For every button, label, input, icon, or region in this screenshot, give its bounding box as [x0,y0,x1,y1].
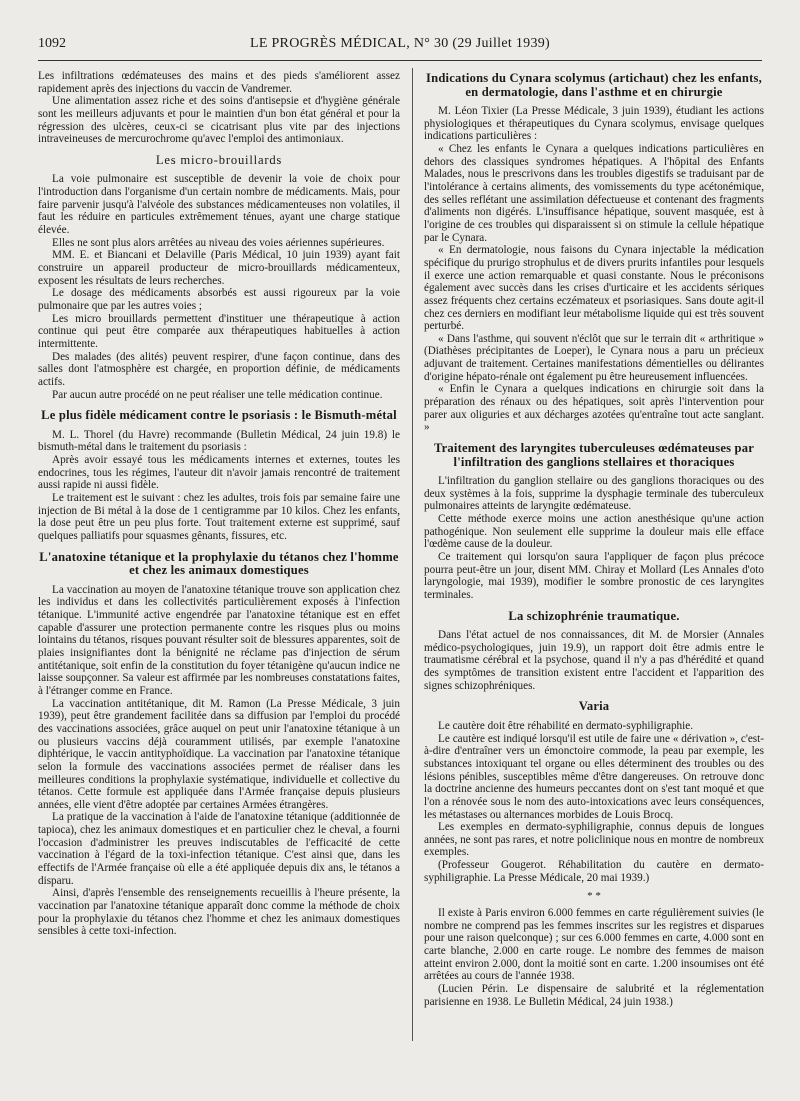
journal-title: LE PROGRÈS MÉDICAL, N° 30 (29 Juillet 1939) [249,36,551,51]
paragraph: Ce traitement qui lorsqu'on saura l'appliquer de façon plus précoce pourra peut-être un jour, disent MM. Chiray et Mollard (Les Annales d'oto laryngologie, mai 1939), modifier le sombre pronostic de ces laryngites terminales. [424,551,764,601]
page-header [38,36,762,56]
section-heading: L'anatoxine tétanique et la prophylaxie du tétanos chez l'homme et chez les animaux domestiques [39,549,399,578]
paragraph: Il existe à Paris environ 6.000 femmes en carte régulièrement suivies (le nombre ne comprend pas les femmes inscrites sur les registres et disparues pour une raison quelconque) ; sur ces 6.000 femmes en carte, 4.000 sont en carte blanche, 2.000 en carte rouge. Le nombre des femmes de maison atteint environ 2.000, dont la moitié sont en carte. 1.200 insoumises ont été arrêtées au cours de l'année 1938. [424,907,764,983]
paragraph: La voie pulmonaire est susceptible de devenir la voie de choix pour l'introduction dans l'organisme d'un certain nombre de médicaments. Mais, pour faire parvenir jusqu'à l'alvéole des substances médicamenteuses non volatiles, il faut les réduire en particules extrêmement ténues, ayant une charge statique élevée. [38,173,400,237]
section-heading: La schizophrénie traumatique. [508,608,680,623]
paragraph: L'infiltration du ganglion stellaire ou des ganglions thoraciques ou des deux systèmes à la fois, supprime la dysphagie terminale des tuberculeux pulmonaires atteints de laryngite œdémateuse. [424,475,764,513]
paragraph: MM. E. et Biancani et Delaville (Paris Médical, 10 juin 1939) ayant fait construire un appareil producteur de micro-brouillards médicamenteux, exposent les résultats de leurs recherches. [38,249,400,287]
paragraph: Ainsi, d'après l'ensemble des renseignements recueillis à l'heure présente, la vaccination par l'anatoxine tétanique apparaît donc comme la méthode de choix pour la prophylaxie du tétanos chez l'homme et chez les animaux domestiques sensibles à cette toxi-infection. [38,887,400,938]
paragraph: Dans l'état actuel de nos connaissances, dit M. de Morsier (Annales médico-psychologiques, juin 19.9), un rapport doit être admis entre le traumatisme cérébral et la psychose, quand il n'y a pas d'hérédité et quand des symptômes de transition existent entre l'accident et l'apparition des signes schizophréniques. [424,629,764,692]
paragraph: « Dans l'asthme, qui souvent n'éclôt que sur le terrain dit « arthritique » (Diathèses précipitantes de Loeper), le Cynara nous a paru un précieux adjuvant de traitement. Certaines manifestations démentielles ou délirantes d'origine hépato-rénale ont également pu être heureusement influencées. [424,332,764,383]
paragraph: Les exemples en dermato-syphiligraphie, connus depuis de longues années, ne sont pas rares, et notre policlinique nous en montre de nombreux exemples. [424,821,764,859]
paragraph: Les micro brouillards permettent d'instituer une thérapeutique à action continue qui peut être comparée aux thérapeutiques habituelles à action intermittente. [38,312,400,350]
paragraph: M. Léon Tixier (La Presse Médicale, 3 juin 1939), étudiant les actions physiologiques et thérapeutiques du Cynara scolymus, envisage quelques indications particulières : [424,105,764,143]
paragraph: Des malades (des alités) peuvent respirer, d'une façon continue, dans des salles dont l'atmosphère est chargée, en proportion définie, de médicaments actifs. [38,350,400,388]
paragraph: « En dermatologie, nous faisons du Cynara injectable la médication spécifique du prurigo strophulus et de divers prurits infantiles pour lesquels il exerce une action remarquable et quasi constante. Nous le préconisons également avec succès dans les crises d'urticaire et les accidents sériques assez fréquents chez certains eczémateux et psoriasiques. Sans doute agit-il chez ces derniers en modifiant leur métabolisme liquide qui est très souvent perturbé. [424,244,764,333]
paragraph: Cette méthode exerce moins une action anesthésique qu'une action pathogénique. Non seulement elle supprime la douleur mais elle efface l'œdème cause de la douleur. [424,513,764,551]
right-column [424,70,764,1008]
paragraph: La vaccination au moyen de l'anatoxine tétanique trouve son application chez les individus et dans les collectivités particulièrement exposés à l'infection tétanique. L'immunité active engendrée par l'anatoxine tétanique est en effet capable d'assurer une protection permanente contre les risques plus ou moins lointains du tétanos, risques pouvant résulter soit de blessures apparentes, soit de plaies insignifiantes dont la bénignité ne réclame pas d'injection de sérum antitétanique, soit enfin de la constitution du foyer tétanigène qu'aucun indice ne laisse soupçonner. Sa valeur est affirmée par les nombreuses constatations faites, à l'étranger comme en France. [38,583,400,697]
section-heading: Varia [578,699,610,714]
paragraph: (Lucien Périn. Le dispensaire de salubrité et la réglementation parisienne en 1938. Le Bulletin Médical, 24 juin 1938.) [424,983,764,1008]
paragraph: Le cautère doit être réhabilité en dermato-syphiligraphie. [438,719,694,732]
paragraph: Le cautère est indiqué lorsqu'il est utile de faire une « dérivation », c'est-à-dire d'entraîner vers un émonctoire commode, la peau par exemple, les substances intoxiquant tel organe ou elles déterminent des troubles ou des lésions pénibles, susceptibles même d'être dangereuses. On retrouve donc la doctrine ancienne des humeurs peccantes dont on s'est tant moqué et que l'on a rénovée sous le nom des auto-intoxications avec leurs conséquences, les métastases ou alternances morbides de Louis Brocq. [424,732,764,821]
paragraph: « Chez les enfants le Cynara a quelques indications particulières en dehors des classiques syndromes hépatiques. A l'hôpital des Enfants Malades, nous le prescrivons dans les troubles digestifs se traduisant par de l'intolérance à certains aliments, des vomissements du type acétonémique, des selles reflétant une assimilation défectueuse et contenant des fragments d'aliments non digérés. L'insuffisance hépatique, souvent masquée, est à l'origine de ces troubles qui disparaissent si on stimule la cellule hépatique par le Cynara. [424,142,764,244]
paragraph: Le dosage des médicaments absorbés est aussi rigoureux par la voie pulmonaire que par les autres voies ; [38,287,400,312]
paragraph: « Enfin le Cynara a quelques indications en chirurgie soit dans la préparation des rénaux ou des hépatiques, soit après l'intervention pour parer aux oliguries et aux décharges azotées qu'entraîne tout acte sanglant. » [424,383,764,434]
paragraph: Par aucun autre procédé on ne peut réaliser une telle médication continue. [52,388,383,401]
section-heading: Les micro-brouillards [155,152,283,167]
paragraph: (Professeur Gougerot. Réhabilitation du cautère en dermato-syphiligraphie. La Presse Médicale, 20 mai 1939.) [424,859,764,884]
paragraph: La vaccination antitétanique, dit M. Ramon (La Presse Médicale, 3 juin 1939), peut être grandement facilitée dans sa diffusion par l'emploi du procédé des vaccinations associées, grâce auquel on peut unir l'anatoxine tétanique à un ou plusieurs vaccins déjà couramment utilisés, par exemple l'anatoxine diphtérique, le vaccin antityphoïdique. La vaccination par l'anatoxine tétanique selon la formule des vaccinations associées permet de réaliser dans les meilleures conditions la prophylaxie systématique, individuelle et collective du tétanos. Cette formule est appliquée dans l'Armée française depuis plusieurs années, elle vient d'être adoptée par certaines Armées étrangères. [38,697,400,811]
section-separator: * * [587,890,601,903]
paragraph: Elles ne sont plus alors arrêtées au niveau des voies aériennes supérieures. [52,236,385,249]
section-heading: Traitement des laryngites tuberculeuses œdémateuses par l'infiltration des ganglions stellaires et thoraciques [433,441,755,469]
header-rule [38,60,762,61]
section-heading: Le plus fidèle médicament contre le psoriasis : le Bismuth-métal [41,408,397,423]
paragraph: Après avoir essayé tous les médicaments internes et externes, toutes les endocrines, tous les régimes, l'auteur dit n'avoir jamais rencontré de traitement aussi rapide ni aussi fidèle. [38,454,400,492]
left-column [38,70,400,938]
column-divider [412,68,413,1041]
paragraph: Les infiltrations œdémateuses des mains et des pieds s'améliorent assez rapidement après des injections du vaccin de Vandremer. [38,70,400,95]
section-heading: Indications du Cynara scolymus (artichaut) chez les enfants, en dermatologie, dans l'asthme et en chirurgie [426,71,762,99]
paragraph: M. L. Thorel (du Havre) recommande (Bulletin Médical, 24 juin 19.8) le bismuth-métal dans le traitement du psoriasis : [38,428,400,454]
paragraph: Une alimentation assez riche et des soins d'antisepsie et d'hygiène générale sont les meilleurs adjuvants et pour le maintien d'un bon état général et pour la régression des ulcères, ceux-ci se cicatrisant plus vite par des injections intraveineuses de mercurochrome qu'avec l'emploi des antimoniaux. [38,95,400,146]
page-number: 1092 [38,36,66,51]
paragraph: Le traitement est le suivant : chez les adultes, trois fois par semaine faire une injection de Bi métal à la dose de 1 centigramme par 10 kilos. Chez les enfants, la dose peut être un peu plus forte. Tout traitement externe est supprimé, sauf quelques palliatifs pour squasmes gênants, fissures, etc. [38,492,400,542]
paragraph: La pratique de la vaccination à l'aide de l'anatoxine tétanique (additionnée de tapioca), chez les animaux domestiques et en particulier chez le cheval, a fourni l'occasion d'administrer les preuves indiscutables de l'efficacité de cette vaccination à l'égard de la toxi-infection tétanique. C'est ainsi que, dans les effectifs de l'Armée française où elle a été appliquée depuis dix ans, le tétanos a disparu. [38,811,400,887]
